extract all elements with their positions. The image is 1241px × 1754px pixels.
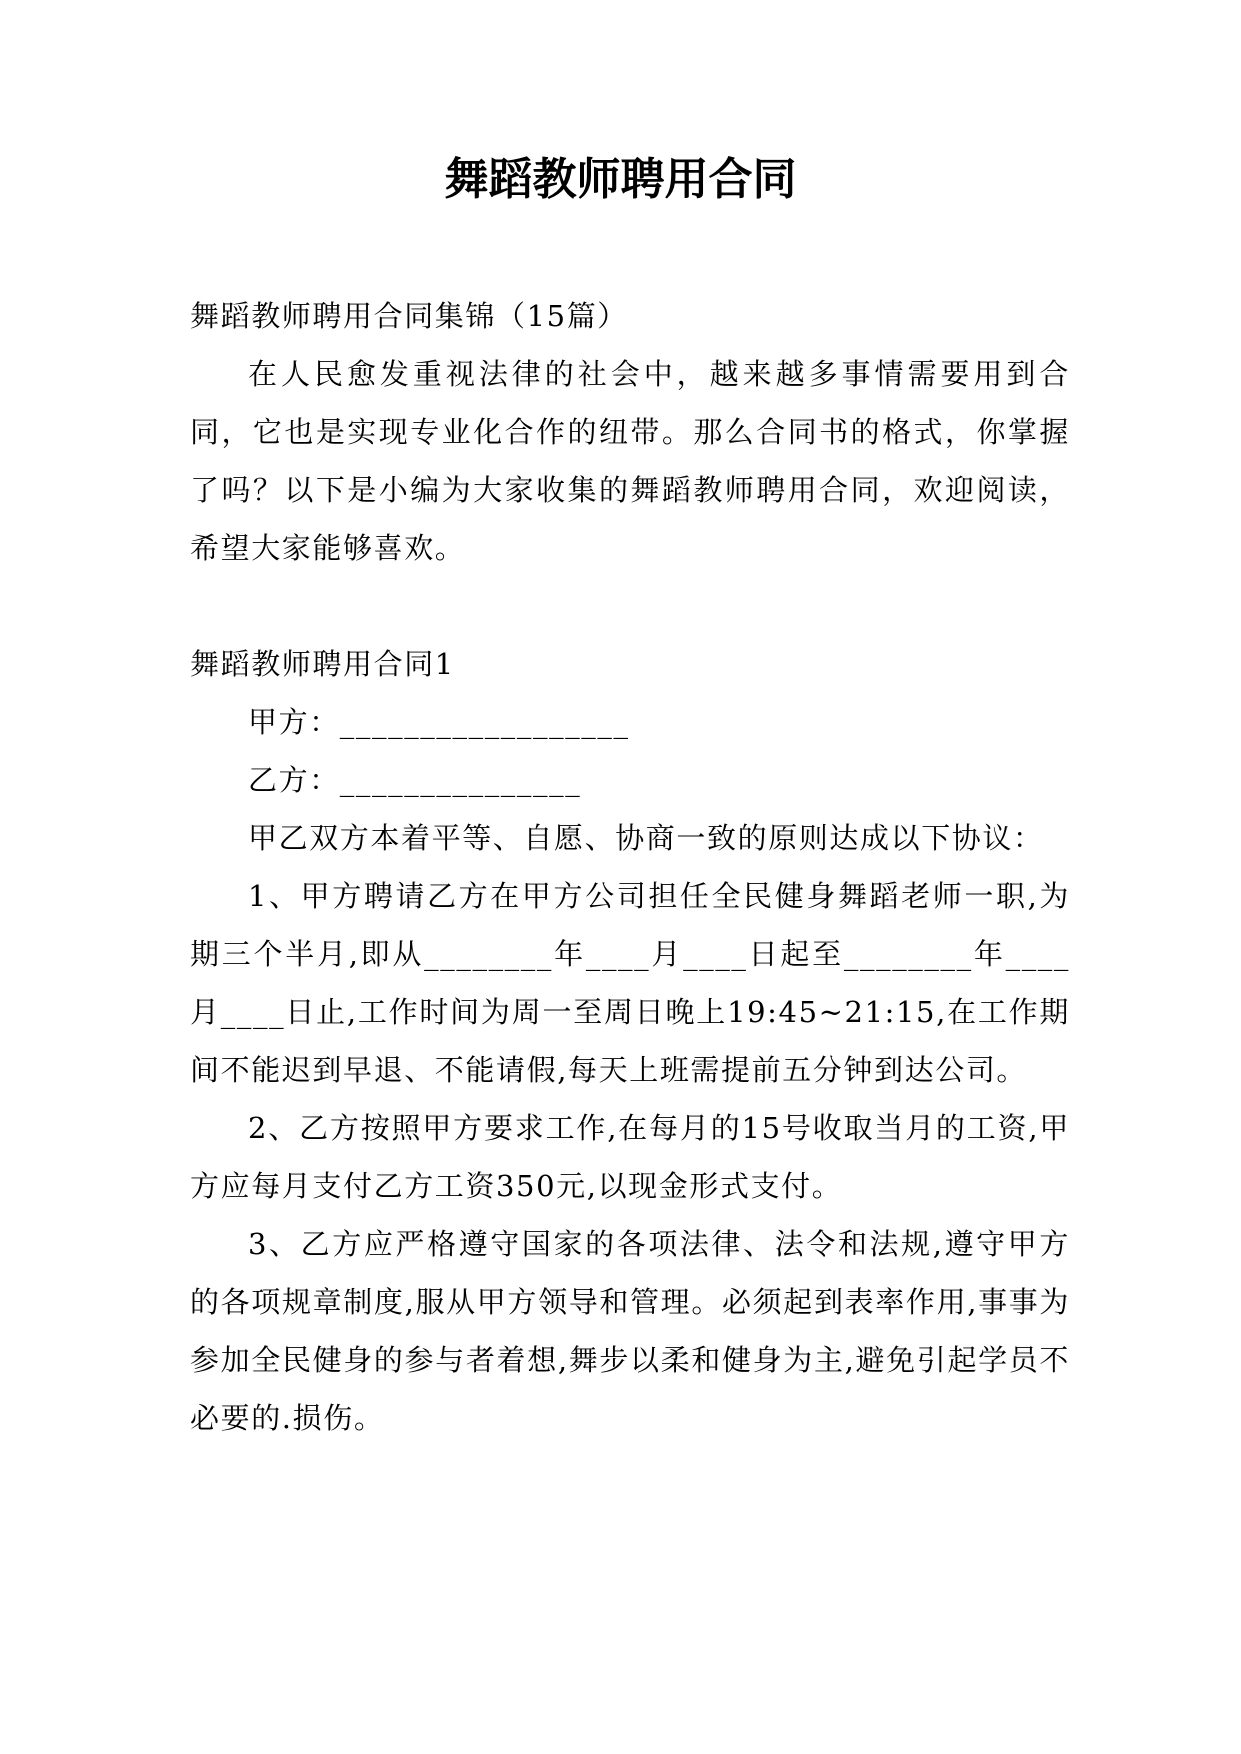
document-title: 舞蹈教师聘用合同 [444,154,797,205]
agreement-intro: 甲乙双方本着平等、自愿、协商一致的原则达成以下协议： [248,821,1044,855]
collection-heading: 舞蹈教师聘用合同集锦（15篇） [190,299,628,333]
party-a-line: 甲方：__________________ [248,705,630,739]
document-body [190,287,1070,1447]
clause-1: 1、甲方聘请乙方在甲方公司担任全民健身舞蹈老师一职,为期三个半月,即从________年____月____日起至________年____月____日止,工作时间为周一至周日晚上19:45~21:15,在工作期间不能迟到早退、不能请假,每天上班需提前五分钟到达公司。 [190,879,1070,1087]
clause-2: 2、乙方按照甲方要求工作,在每月的15号收取当月的工资,甲方应每月支付乙方工资350元,以现金形式支付。 [190,1111,1070,1203]
section-heading: 舞蹈教师聘用合同1 [190,647,455,681]
clause-3: 3、乙方应严格遵守国家的各项法律、法令和法规,遵守甲方的各项规章制度,服从甲方领导和管理。必须起到表率作用,事事为参加全民健身的参与者着想,舞步以柔和健身为主,避免引起学员不必要的.损伤。 [190,1227,1070,1435]
party-b-line: 乙方：_______________ [248,763,582,797]
intro-paragraph: 在人民愈发重视法律的社会中，越来越多事情需要用到合同，它也是实现专业化合作的纽带。那么合同书的格式，你掌握了吗？以下是小编为大家收集的舞蹈教师聘用合同，欢迎阅读，希望大家能够喜欢。 [190,357,1070,565]
paragraph-gap [190,577,1070,635]
